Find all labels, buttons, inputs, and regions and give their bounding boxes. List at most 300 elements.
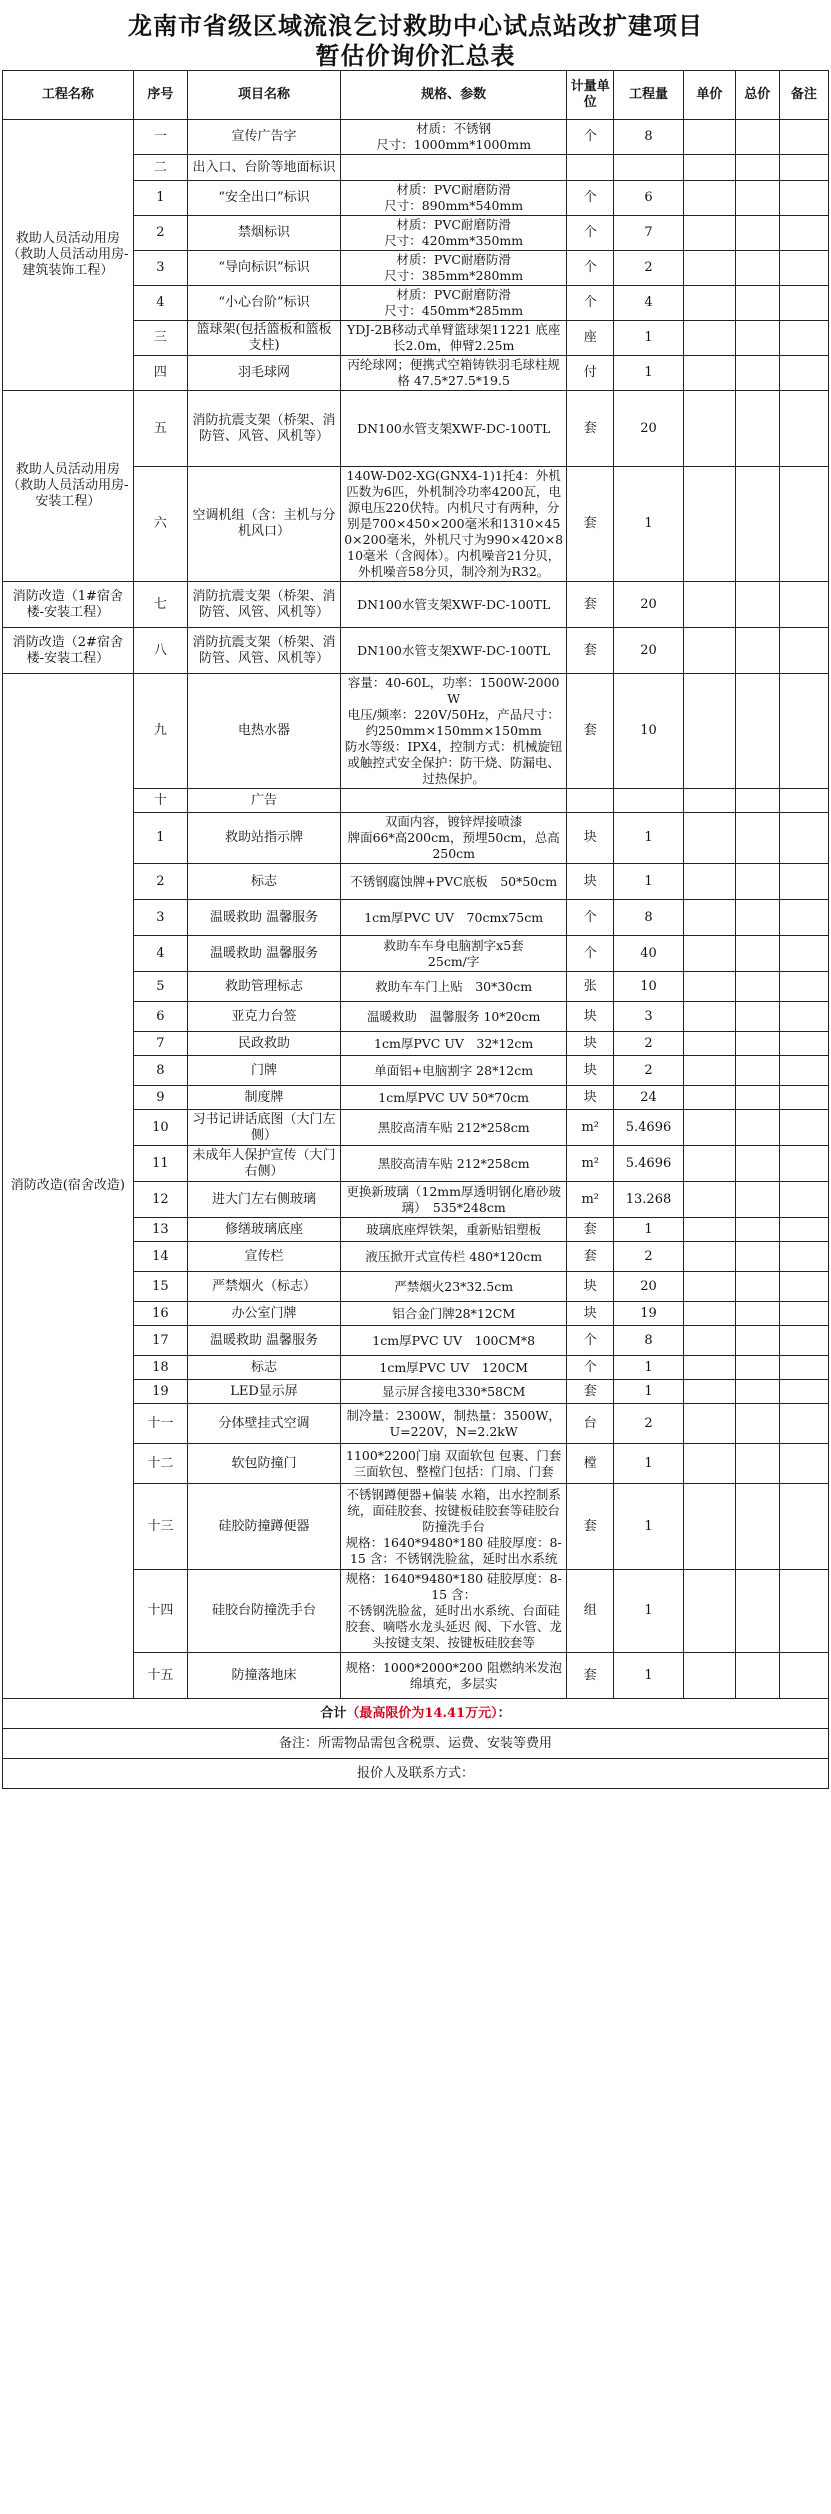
row-quantity: 7 <box>614 216 684 251</box>
row-spec: 1cm厚PVC UV 100CM*8 <box>340 1326 567 1356</box>
row-remark <box>779 900 828 936</box>
row-unit: 个 <box>567 1326 614 1356</box>
row-seq: 11 <box>133 1146 187 1182</box>
row-remark <box>779 789 828 813</box>
row-spec: 液压掀开式宣传栏 480*120cm <box>340 1242 567 1272</box>
row-unit-price <box>683 216 735 251</box>
row-remark <box>779 1404 828 1444</box>
row-item-name: “安全出口”标识 <box>188 181 341 216</box>
row-remark <box>779 251 828 286</box>
row-spec <box>340 155 567 181</box>
header-spec: 规格、参数 <box>340 71 567 120</box>
row-total-price <box>735 321 779 356</box>
row-unit: 块 <box>567 813 614 864</box>
header-row <box>3 71 829 120</box>
table-row <box>3 391 829 467</box>
row-unit-price <box>683 674 735 789</box>
row-item-name: 习书记讲话底图（大门左侧） <box>188 1110 341 1146</box>
row-spec: 玻璃底座焊铁架，重新贴铝塑板 <box>340 1218 567 1242</box>
row-unit-price <box>683 1182 735 1218</box>
row-quantity: 2 <box>614 1404 684 1444</box>
row-unit: 块 <box>567 1302 614 1326</box>
row-quantity: 1 <box>614 1653 684 1699</box>
row-spec: 1cm厚PVC UV 120CM <box>340 1356 567 1380</box>
quotation-table <box>2 70 829 1789</box>
row-remark <box>779 936 828 972</box>
row-total-price <box>735 900 779 936</box>
row-item-name: 未成年人保护宣传（大门右侧） <box>188 1146 341 1182</box>
row-quantity <box>614 155 684 181</box>
row-unit-price <box>683 286 735 321</box>
row-item-name: 篮球架(包括篮板和篮板支柱) <box>188 321 341 356</box>
row-quantity: 4 <box>614 286 684 321</box>
row-item-name: 办公室门牌 <box>188 1302 341 1326</box>
row-seq: 1 <box>133 813 187 864</box>
row-spec: 材质：PVC耐磨防滑 尺寸：450mm*285mm <box>340 286 567 321</box>
row-item-name: 亚克力台签 <box>188 1002 341 1032</box>
row-spec: DN100水管支架XWF-DC-100TL <box>340 628 567 674</box>
row-item-name: 标志 <box>188 864 341 900</box>
row-total-price <box>735 1272 779 1302</box>
row-unit: 套 <box>567 628 614 674</box>
row-item-name: 温暖救助 温馨服务 <box>188 1326 341 1356</box>
row-unit-price <box>683 1653 735 1699</box>
row-total-price <box>735 1653 779 1699</box>
row-item-name: “小心台阶”标识 <box>188 286 341 321</box>
row-unit-price <box>683 1326 735 1356</box>
row-unit-price <box>683 251 735 286</box>
row-total-price <box>735 789 779 813</box>
row-seq: 17 <box>133 1326 187 1356</box>
row-spec: 双面内容，镀锌焊接喷漆 牌面66*高200cm，预埋50cm，总高250cm <box>340 813 567 864</box>
row-seq: 2 <box>133 216 187 251</box>
header-seq: 序号 <box>133 71 187 120</box>
row-unit-price <box>683 467 735 582</box>
row-quantity: 24 <box>614 1086 684 1110</box>
row-spec: 容量：40-60L，功率：1500W-2000W 电压/频率：220V/50Hz，产品尺寸：约250mm×150mm×150mm 防水等级：IPX4，控制方式：机械旋钮或触控式安全保护：防干烧、防漏电、过热保护。 <box>340 674 567 789</box>
row-quantity: 1 <box>614 1218 684 1242</box>
row-seq: 十三 <box>133 1484 187 1570</box>
row-seq: 3 <box>133 900 187 936</box>
row-unit-price <box>683 1272 735 1302</box>
row-remark <box>779 1002 828 1032</box>
row-item-name: 广告 <box>188 789 341 813</box>
group-name-g3: 消防改造（1#宿舍楼-安装工程） <box>3 582 134 628</box>
row-item-name: 硅胶台防撞洗手台 <box>188 1570 341 1653</box>
row-remark <box>779 1380 828 1404</box>
row-remark <box>779 582 828 628</box>
row-spec: 1cm厚PVC UV 70cmx75cm <box>340 900 567 936</box>
row-seq: 2 <box>133 864 187 900</box>
row-quantity: 2 <box>614 1242 684 1272</box>
row-unit <box>567 155 614 181</box>
row-unit: 套 <box>567 1380 614 1404</box>
row-total-price <box>735 1146 779 1182</box>
row-seq: 二 <box>133 155 187 181</box>
row-total-price <box>735 286 779 321</box>
row-spec: 1cm厚PVC UV 32*12cm <box>340 1032 567 1056</box>
row-unit: 个 <box>567 181 614 216</box>
row-item-name: 软包防撞门 <box>188 1444 341 1484</box>
row-total-price <box>735 1484 779 1570</box>
row-item-name: 羽毛球网 <box>188 356 341 391</box>
row-unit-price <box>683 1110 735 1146</box>
row-unit-price <box>683 391 735 467</box>
row-spec: YDJ-2B移动式单臂篮球架11221 底座长2.0m，伸臂2.25m <box>340 321 567 356</box>
row-quantity: 8 <box>614 900 684 936</box>
row-total-price <box>735 864 779 900</box>
row-remark <box>779 356 828 391</box>
row-unit: 个 <box>567 251 614 286</box>
row-seq: 六 <box>133 467 187 582</box>
row-unit <box>567 789 614 813</box>
row-remark <box>779 813 828 864</box>
row-remark <box>779 1218 828 1242</box>
row-unit-price <box>683 936 735 972</box>
row-unit-price <box>683 1218 735 1242</box>
row-remark <box>779 155 828 181</box>
row-seq: 十四 <box>133 1570 187 1653</box>
row-total-price <box>735 1444 779 1484</box>
row-total-price <box>735 1110 779 1146</box>
row-remark <box>779 1182 828 1218</box>
row-quantity: 2 <box>614 1056 684 1086</box>
row-item-name: 宣传栏 <box>188 1242 341 1272</box>
row-unit: 套 <box>567 1218 614 1242</box>
row-quantity: 5.4696 <box>614 1110 684 1146</box>
row-unit-price <box>683 155 735 181</box>
row-total-price <box>735 1356 779 1380</box>
row-spec: 材质：不锈钢 尺寸：1000mm*1000mm <box>340 120 567 155</box>
row-total-price <box>735 936 779 972</box>
row-spec: 救助车车身电脑割字x5套 25cm/字 <box>340 936 567 972</box>
row-seq: 五 <box>133 391 187 467</box>
row-quantity: 8 <box>614 1326 684 1356</box>
row-spec: 1100*2200门扇 双面软包 包裹、门套 三面软包、整樘门包括：门扇、门套 <box>340 1444 567 1484</box>
row-total-price <box>735 1404 779 1444</box>
row-item-name: 修缮玻璃底座 <box>188 1218 341 1242</box>
row-quantity: 20 <box>614 582 684 628</box>
row-remark <box>779 216 828 251</box>
row-unit: 台 <box>567 1404 614 1444</box>
row-unit-price <box>683 813 735 864</box>
row-remark <box>779 321 828 356</box>
row-quantity: 2 <box>614 251 684 286</box>
row-spec: 丙纶球网；便携式空箱铸铁羽毛球柱规格 47.5*27.5*19.5 <box>340 356 567 391</box>
row-remark <box>779 467 828 582</box>
row-total-price <box>735 1326 779 1356</box>
row-unit: m² <box>567 1110 614 1146</box>
row-total-price <box>735 251 779 286</box>
row-total-price <box>735 356 779 391</box>
row-remark <box>779 628 828 674</box>
row-total-price <box>735 1002 779 1032</box>
row-spec: 更换新玻璃（12mm厚透明钢化磨砂玻璃） 535*248cm <box>340 1182 567 1218</box>
row-seq: 16 <box>133 1302 187 1326</box>
row-unit: 套 <box>567 1653 614 1699</box>
row-seq: 七 <box>133 582 187 628</box>
row-quantity: 2 <box>614 1032 684 1056</box>
row-total-price <box>735 1032 779 1056</box>
row-unit: 块 <box>567 1272 614 1302</box>
row-unit: 套 <box>567 467 614 582</box>
row-unit-price <box>683 864 735 900</box>
row-quantity: 10 <box>614 972 684 1002</box>
row-unit-price <box>683 181 735 216</box>
note-row <box>3 1729 829 1759</box>
row-unit: 个 <box>567 936 614 972</box>
row-item-name: 温暖救助 温馨服务 <box>188 900 341 936</box>
row-unit: 组 <box>567 1570 614 1653</box>
header-project-name: 工程名称 <box>3 71 134 120</box>
row-remark <box>779 1484 828 1570</box>
row-spec: 救助车车门上贴 30*30cm <box>340 972 567 1002</box>
row-item-name: 消防抗震支架（桥架、消防管、风管、风机等） <box>188 391 341 467</box>
row-unit: 个 <box>567 286 614 321</box>
row-quantity: 1 <box>614 864 684 900</box>
row-remark <box>779 120 828 155</box>
table-row <box>3 628 829 674</box>
row-seq: 13 <box>133 1218 187 1242</box>
row-unit-price <box>683 321 735 356</box>
row-unit-price <box>683 120 735 155</box>
row-total-price <box>735 1056 779 1086</box>
row-seq: 十二 <box>133 1444 187 1484</box>
row-quantity: 1 <box>614 356 684 391</box>
row-unit: 块 <box>567 1086 614 1110</box>
table-row <box>3 120 829 155</box>
row-item-name: 分体壁挂式空调 <box>188 1404 341 1444</box>
row-seq: 18 <box>133 1356 187 1380</box>
row-item-name: 宣传广告字 <box>188 120 341 155</box>
row-remark <box>779 1326 828 1356</box>
row-spec: 不锈钢蹲便器+偏装 水箱，出水控制系统，面硅胶套、按键板硅胶套等硅胶台防撞洗手台 规格：1640*9480*180 硅胶厚度：8-15 含：不锈钢洗脸盆，延时出水系统 <box>340 1484 567 1570</box>
row-total-price <box>735 155 779 181</box>
row-seq: 15 <box>133 1272 187 1302</box>
header-unit-price: 单价 <box>683 71 735 120</box>
row-spec: DN100水管支架XWF-DC-100TL <box>340 582 567 628</box>
row-item-name: 温暖救助 温馨服务 <box>188 936 341 972</box>
row-unit: m² <box>567 1182 614 1218</box>
row-quantity <box>614 789 684 813</box>
row-spec: 1cm厚PVC UV 50*70cm <box>340 1086 567 1110</box>
row-unit-price <box>683 1056 735 1086</box>
row-unit: 个 <box>567 1356 614 1380</box>
row-seq: 6 <box>133 1002 187 1032</box>
row-total-price <box>735 1182 779 1218</box>
row-unit: 个 <box>567 900 614 936</box>
row-unit: m² <box>567 1146 614 1182</box>
row-item-name: 出入口、台阶等地面标识 <box>188 155 341 181</box>
row-total-price <box>735 813 779 864</box>
row-unit-price <box>683 1242 735 1272</box>
row-seq: 1 <box>133 181 187 216</box>
row-quantity: 1 <box>614 813 684 864</box>
row-seq: 四 <box>133 356 187 391</box>
row-unit: 樘 <box>567 1444 614 1484</box>
row-unit-price <box>683 356 735 391</box>
row-spec: 显示屏含接电330*58CM <box>340 1380 567 1404</box>
row-quantity: 20 <box>614 1272 684 1302</box>
row-total-price <box>735 391 779 467</box>
row-quantity: 1 <box>614 1484 684 1570</box>
header-item-name: 项目名称 <box>188 71 341 120</box>
row-unit-price <box>683 1302 735 1326</box>
row-item-name: LED显示屏 <box>188 1380 341 1404</box>
row-unit-price <box>683 1380 735 1404</box>
total-row <box>3 1699 829 1729</box>
row-quantity: 40 <box>614 936 684 972</box>
row-quantity: 3 <box>614 1002 684 1032</box>
row-spec: 温暖救助 温馨服务 10*20cm <box>340 1002 567 1032</box>
row-spec: 规格：1000*2000*200 阻燃纳米发泡绵填充，多层实 <box>340 1653 567 1699</box>
row-seq: 一 <box>133 120 187 155</box>
row-unit: 套 <box>567 391 614 467</box>
row-spec: 制冷量：2300W，制热量：3500W，U=220V，N=2.2kW <box>340 1404 567 1444</box>
row-remark <box>779 1056 828 1086</box>
row-item-name: 防撞落地床 <box>188 1653 341 1699</box>
row-quantity: 10 <box>614 674 684 789</box>
row-quantity: 1 <box>614 1380 684 1404</box>
row-item-name: 标志 <box>188 1356 341 1380</box>
row-spec: 140W-D02-XG(GNX4-1)1托4：外机匹数为6匹，外机制冷功率4200瓦，电源电压220伏特。内机尺寸有两种，分别是700×450×200毫米和1310×450×200毫米，外机尺寸为990×420×810毫米（含阀体）。内机噪音21分贝，外机噪音58分贝，制冷剂为R32。 <box>340 467 567 582</box>
row-seq: 八 <box>133 628 187 674</box>
row-seq: 8 <box>133 1056 187 1086</box>
table-row <box>3 582 829 628</box>
row-item-name: 门牌 <box>188 1056 341 1086</box>
header-total-price: 总价 <box>735 71 779 120</box>
row-item-name: 制度牌 <box>188 1086 341 1110</box>
row-unit: 套 <box>567 674 614 789</box>
group-name-g1: 救助人员活动用房（救助人员活动用房-建筑装饰工程） <box>3 120 134 391</box>
row-unit-price <box>683 789 735 813</box>
row-total-price <box>735 1570 779 1653</box>
row-unit-price <box>683 972 735 1002</box>
row-total-price <box>735 1242 779 1272</box>
document-subtitle: 暂估价询价汇总表 <box>315 42 516 70</box>
row-item-name: 空调机组（含：主机与分机风口） <box>188 467 341 582</box>
row-quantity: 20 <box>614 391 684 467</box>
row-remark <box>779 1570 828 1653</box>
row-remark <box>779 1086 828 1110</box>
row-total-price <box>735 216 779 251</box>
row-seq: 九 <box>133 674 187 789</box>
row-spec: DN100水管支架XWF-DC-100TL <box>340 391 567 467</box>
row-item-name: 电热水器 <box>188 674 341 789</box>
row-seq: 9 <box>133 1086 187 1110</box>
row-total-price <box>735 1086 779 1110</box>
row-seq: 14 <box>133 1242 187 1272</box>
row-item-name: “导向标识”标识 <box>188 251 341 286</box>
row-seq: 12 <box>133 1182 187 1218</box>
row-quantity: 8 <box>614 120 684 155</box>
row-quantity: 1 <box>614 467 684 582</box>
row-remark <box>779 1032 828 1056</box>
row-total-price <box>735 120 779 155</box>
row-total-price <box>735 674 779 789</box>
row-total-price <box>735 972 779 1002</box>
row-unit: 块 <box>567 1002 614 1032</box>
group-name-g5: 消防改造(宿舍改造) <box>3 674 134 1699</box>
row-remark <box>779 1356 828 1380</box>
row-remark <box>779 1272 828 1302</box>
row-total-price <box>735 1218 779 1242</box>
total-label-cell: 合计（最高限价为14.41万元）： <box>3 1699 829 1729</box>
table-row <box>3 674 829 789</box>
row-quantity: 1 <box>614 1356 684 1380</box>
row-seq: 十一 <box>133 1404 187 1444</box>
table-body <box>3 120 829 1789</box>
row-remark <box>779 181 828 216</box>
row-unit: 付 <box>567 356 614 391</box>
row-quantity: 19 <box>614 1302 684 1326</box>
row-unit-price <box>683 1146 735 1182</box>
row-seq: 十五 <box>133 1653 187 1699</box>
row-unit-price <box>683 1484 735 1570</box>
row-remark <box>779 864 828 900</box>
row-unit: 块 <box>567 1056 614 1086</box>
row-remark <box>779 1146 828 1182</box>
row-seq: 4 <box>133 286 187 321</box>
row-spec: 黑胶高清车贴 212*258cm <box>340 1110 567 1146</box>
row-unit: 张 <box>567 972 614 1002</box>
row-spec: 严禁烟火23*32.5cm <box>340 1272 567 1302</box>
row-item-name: 进大门左右侧玻璃 <box>188 1182 341 1218</box>
row-seq: 5 <box>133 972 187 1002</box>
row-item-name: 消防抗震支架（桥架、消防管、风管、风机等） <box>188 628 341 674</box>
row-seq: 7 <box>133 1032 187 1056</box>
row-unit-price <box>683 1404 735 1444</box>
row-total-price <box>735 467 779 582</box>
row-spec: 不锈钢腐蚀牌+PVC底板 50*50cm <box>340 864 567 900</box>
row-total-price <box>735 1380 779 1404</box>
row-unit-price <box>683 1032 735 1056</box>
row-unit-price <box>683 628 735 674</box>
row-spec: 单面铝+电脑割字 28*12cm <box>340 1056 567 1086</box>
row-remark <box>779 391 828 467</box>
row-item-name: 救助管理标志 <box>188 972 341 1002</box>
row-unit: 套 <box>567 1242 614 1272</box>
row-item-name: 硅胶防撞蹲便器 <box>188 1484 341 1570</box>
row-unit-price <box>683 1570 735 1653</box>
group-name-g2: 救助人员活动用房（救助人员活动用房-安装工程） <box>3 391 134 582</box>
row-unit: 座 <box>567 321 614 356</box>
row-item-name: 禁烟标识 <box>188 216 341 251</box>
row-quantity: 13.268 <box>614 1182 684 1218</box>
row-seq: 4 <box>133 936 187 972</box>
row-total-price <box>735 181 779 216</box>
row-seq: 3 <box>133 251 187 286</box>
group-name-g4: 消防改造（2#宿舍楼-安装工程） <box>3 628 134 674</box>
row-unit-price <box>683 582 735 628</box>
row-unit: 个 <box>567 120 614 155</box>
row-remark <box>779 1110 828 1146</box>
row-item-name: 消防抗震支架（桥架、消防管、风管、风机等） <box>188 582 341 628</box>
row-spec: 规格：1640*9480*180 硅胶厚度：8-15 含： 不锈钢洗脸盆，延时出水系统、台面硅胶套、嘀嗒水龙头延迟 阀、下水管、龙头按键支架、按键板硅胶套等 <box>340 1570 567 1653</box>
row-spec: 材质：PVC耐磨防滑 尺寸：385mm*280mm <box>340 251 567 286</box>
row-quantity: 20 <box>614 628 684 674</box>
row-remark <box>779 1302 828 1326</box>
row-unit: 套 <box>567 1484 614 1570</box>
row-total-price <box>735 582 779 628</box>
row-unit: 个 <box>567 216 614 251</box>
contact-row <box>3 1759 829 1789</box>
row-quantity: 1 <box>614 1444 684 1484</box>
row-unit-price <box>683 1444 735 1484</box>
row-spec <box>340 789 567 813</box>
row-item-name: 严禁烟火（标志） <box>188 1272 341 1302</box>
row-quantity: 1 <box>614 1570 684 1653</box>
